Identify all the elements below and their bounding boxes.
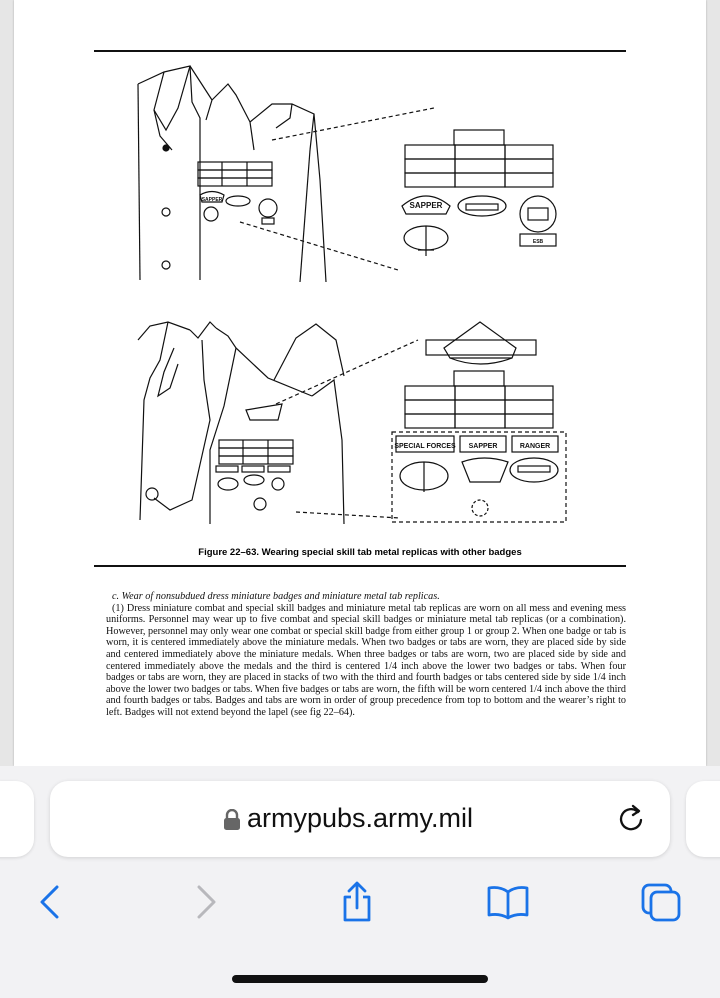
share-button[interactable] <box>332 877 382 927</box>
esb-plaque-label: ESB <box>532 239 544 245</box>
back-button[interactable] <box>25 877 75 927</box>
home-indicator <box>232 975 488 983</box>
tabs-icon <box>639 881 683 923</box>
back-chevron-icon <box>37 884 63 920</box>
uniform-figure <box>14 0 706 540</box>
document-page <box>14 0 706 766</box>
reload-icon[interactable] <box>616 803 646 833</box>
body-text <box>106 591 626 719</box>
bookmarks-button[interactable] <box>483 877 533 927</box>
previous-tab-peek[interactable] <box>0 781 34 857</box>
sapper-tab-label: SAPPER <box>468 443 498 450</box>
bookmarks-book-icon <box>486 884 530 920</box>
ribbon-rack-top-enlarged <box>405 130 553 187</box>
sapper-label-small: SAPPER <box>201 197 223 203</box>
ribbon-rack-bottom-enlarged <box>405 371 553 428</box>
next-tab-peek[interactable] <box>686 781 720 857</box>
combat-infantry-badge-enlarged <box>426 322 536 364</box>
tabs-button[interactable] <box>636 877 686 927</box>
address-bar[interactable] <box>50 781 670 857</box>
caption-rule <box>94 565 626 567</box>
special-forces-tab-label: SPECIAL FORCES <box>394 443 456 450</box>
sapper-label-large: SAPPER <box>409 201 443 210</box>
forward-chevron-icon <box>193 884 219 920</box>
jacket-top-illustration <box>138 66 326 282</box>
share-icon <box>337 881 377 923</box>
forward-button[interactable] <box>181 877 231 927</box>
figure-caption: Figure 22–63. Wearing special skill tab metal replicas with other badges <box>198 547 522 558</box>
url-text: armypubs.army.mil <box>246 803 474 833</box>
subheading: c. Wear of nonsubdued dress miniature badges and miniature metal tab replicas. <box>112 591 440 602</box>
jacket-bottom-illustration <box>138 322 344 524</box>
ranger-tab-label: RANGER <box>519 443 551 450</box>
paragraph: (1) Dress miniature combat and special skill badges and miniature metal tab replicas are worn on all mess and evening mess uniforms. Personnel may wear up to five combat and special skill badges or miniature metal tab replicas (or a combination). However, personnel may only wear one combat or special skill badge from either group 1 or group 2. When one badge or tab is worn, it is centered immediately above the miniature medals. When two badges or tabs are worn, they are placed side by side and centered immediately above the miniature medals. When three badges or tabs are worn, two are placed side by side and centered immediately above the medals and the third is centered 1/4 inch above the lower two badges or tabs. When four badges or tabs are worn, they are placed in stacks of two with the third and fourth badges or tabs centered side by side 1/4 inch above the lower two badges or tabs. When five badges or tabs are worn, the fifth will be worn centered 1/4 inch above the third and fourth badges or tabs. Badges and tabs are worn in order of group precedence from top to bottom and the wearer’s right to left. Badges will not extend beyond the lapel (see fig 22–64). <box>106 602 626 718</box>
